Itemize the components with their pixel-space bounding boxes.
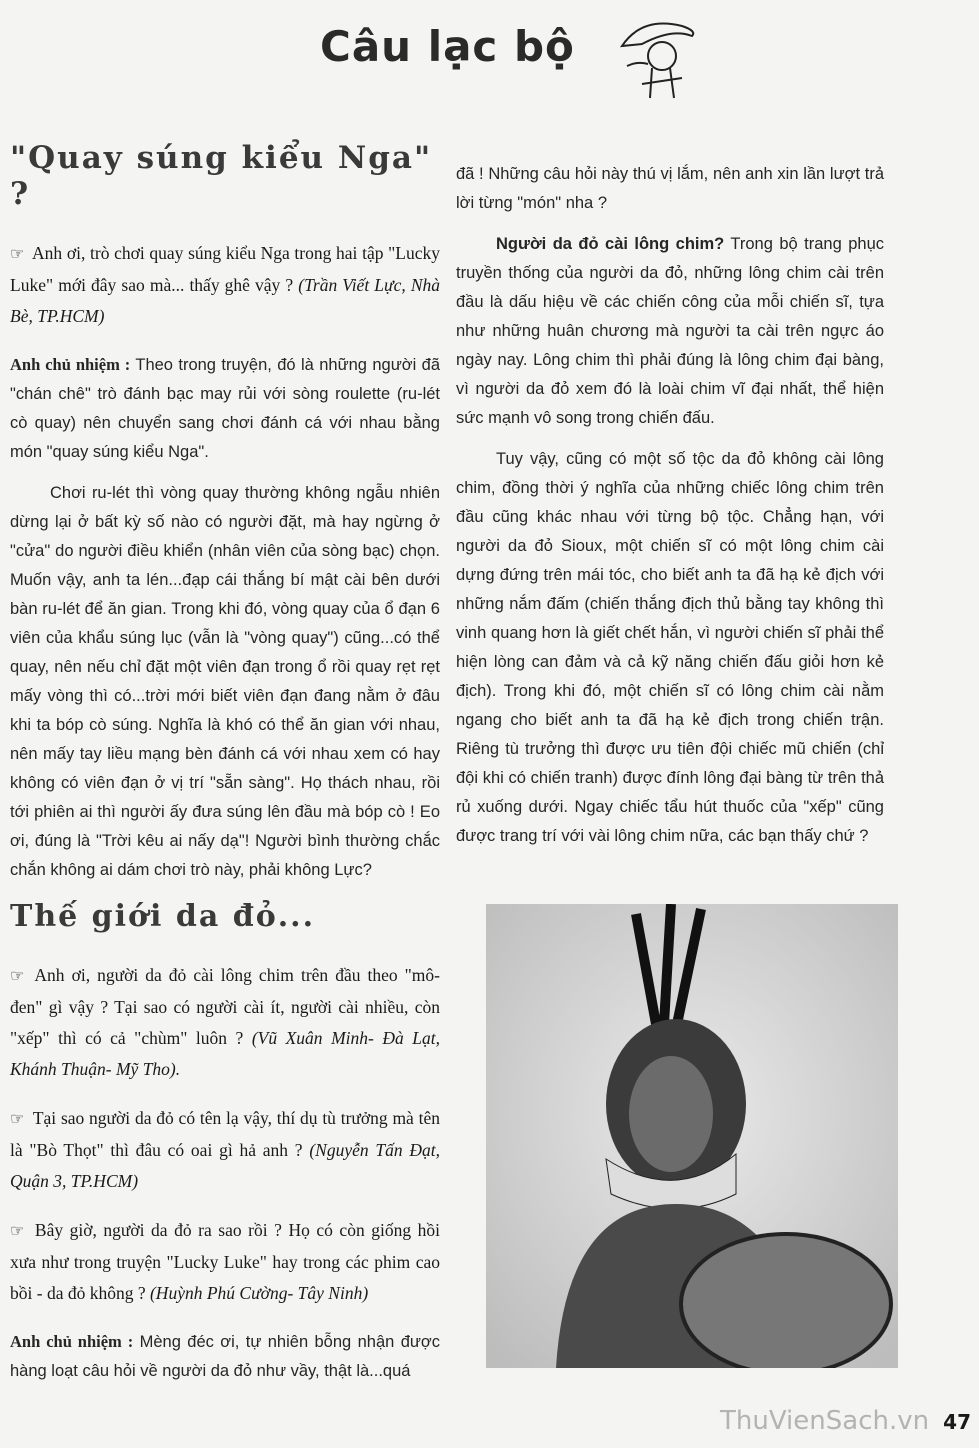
- native-chief-photo: [486, 904, 898, 1368]
- watermark: ThuVienSach.vn: [720, 1406, 930, 1436]
- reader-question-2: [10, 960, 440, 1085]
- pointing-hand-icon: ☞: [10, 246, 25, 263]
- question-text: Anh ơi, trò chơi quay súng kiểu Nga trong hai tập "Lucky Luke" mới đây sao mà... thấy ghê vậy ?: [10, 243, 440, 295]
- page-title: Câu lạc bộ: [320, 22, 575, 71]
- answer-label: Anh chủ nhiệm :: [10, 355, 131, 374]
- reader-question-4: [10, 1215, 440, 1309]
- subsection-label: Người da đỏ cài lông chim?: [496, 235, 725, 253]
- answer-text: Trong bộ trang phục truyền thống của người da đỏ, những lông chim cài trên đầu là dấu hiệu về các chiến công của mỗi chiến sĩ, tựa như những huân chương mà người ta cài trên ngực áo ngày nay. Lông chim thì phải đúng là lông chim đại bàng, vì người da đỏ xem đó là loài chim vĩ đại nhất, thể hiện sức mạnh vô song trong chiến đấu.: [456, 235, 884, 427]
- reader-question-3: [10, 1103, 440, 1197]
- pointing-hand-icon: ☞: [10, 1223, 25, 1240]
- question-author: (Trần Viết Lực, Nhà Bè, TP.HCM): [10, 275, 440, 326]
- answer-label: Anh chủ nhiệm :: [10, 1332, 134, 1351]
- answer-feathers: [456, 230, 884, 433]
- question-text: Tại sao người da đỏ có tên lạ vậy, thí dụ tù trưởng mà tên là "Bò Thọt" thì đâu có oai gì hả anh ?: [10, 1108, 440, 1160]
- question-text: Anh ơi, người da đỏ cài lông chim trên đầu theo "mô-đen" gì vậy ? Tại sao có người cài ít, người cài nhiều, còn "xếp" thì có cả "chùm" luôn ?: [10, 965, 440, 1048]
- reader-question-1: [10, 238, 440, 332]
- cowboy-mascot-icon: [612, 6, 702, 106]
- answer-text: Theo trong truyện, đó là những người đã "chán chê" trò đánh bạc may rủi với sòng roulette (ru-lét cò quay) nên chuyển sang chơi đánh cá với nhau bằng món "quay súng kiểu Nga".: [10, 356, 440, 461]
- section-heading-native-world: Thế giới da đỏ...: [10, 899, 316, 934]
- answer-text: Mèng đéc ơi, tự nhiên bỗng nhận được hàng loạt câu hỏi về người da đỏ như vầy, thật là...quá: [10, 1333, 440, 1380]
- question-author: (Nguyễn Tấn Đạt, Quận 3, TP.HCM): [10, 1140, 440, 1191]
- question-text: Bây giờ, người da đỏ ra sao rồi ? Họ có còn giống hồi xưa như trong truyện "Lucky Luke" hay trong các phim cao bồi - da đỏ không ?: [10, 1220, 441, 1303]
- answer-2: [10, 1327, 440, 1386]
- question-author: (Vũ Xuân Minh- Đà Lạt, Khánh Thuận- Mỹ Tho).: [10, 1028, 440, 1079]
- section-heading-russian-roulette: "Quay súng kiểu Nga" ?: [10, 140, 433, 212]
- question-author: (Huỳnh Phú Cường- Tây Ninh): [149, 1283, 369, 1303]
- answer-feathers-paragraph-2: Tuy vậy, cũng có một số tộc da đỏ không cài lông chim, đồng thời ý nghĩa của những chiếc lông chim trên đầu cũng khác nhau với từng bộ tộc. Chẳng hạn, với người da đỏ Sioux, một chiến sĩ có một lông chim cài dựng đứng trên mái tóc, cho biết anh ta đã hạ kẻ địch với những nắm đấm (chiến thắng địch thủ bằng tay không thì vinh quang hơn là giết chết hắn, vì người chiến sĩ phải thể hiện lòng can đảm và cả kỹ năng chiến đấu giỏi hơn kẻ địch). Trong khi đó, một chiến sĩ có lông chim cài nằm ngang cho biết anh ta đã hạ kẻ địch trong chiến trận. Riêng tù trưởng thì được ưu tiên đội chiếc mũ chiến (chỉ đội khi có chiến tranh) được đính lông đại bàng từ trên thả rủ xuống dưới. Ngay chiếc tẩu hút thuốc của "xếp" cũng được trang trí với vài lông chim nữa, các bạn thấy chứ ?: [456, 450, 884, 845]
- answer-1-paragraph-2: Chơi ru-lét thì vòng quay thường không ngẫu nhiên dừng lại ở bất kỳ số nào có người đặt, mà hay ngừng ở "cửa" do người điều khiển (nhân viên của sòng bạc) chọn. Muốn vậy, anh ta lén...đạp cái thắng bí mật cài bên dưới bàn ru-lét để ăn gian. Trong khi đó, vòng quay của ổ đạn 6 viên của khẩu súng lục (vẫn là "vòng quay") cũng...có thể quay, nên nếu chỉ đặt một viên đạn trong ổ rồi quay rẹt rẹt mấy vòng thì có...trời mới biết viên đạn đang nằm ở đâu khi ta bóp cò súng. Nghĩa là khó có thể ăn gian với nhau, nên mấy tay liều mạng bèn đánh cá với nhau xem có hay không có viên đạn ở vị trí "sẵn sàng". Họ thách nhau, rồi tới phiên ai thì người ấy đưa súng lên đầu mà bóp cò ! Eo ơi, đúng là "Trời kêu ai nấy dạ"! Người bình thường chắc chắn không ai dám chơi trò này, phải không Lực?: [10, 484, 440, 879]
- pointing-hand-icon: ☞: [10, 1111, 25, 1128]
- left-column: [10, 140, 440, 1398]
- page-number: 47: [943, 1410, 971, 1434]
- answer-2-continued: đã ! Những câu hỏi này thú vị lắm, nên anh xin lần lượt trả lời từng "món" nha ?: [456, 165, 884, 212]
- right-column: [456, 160, 884, 863]
- answer-1: [10, 350, 440, 467]
- pointing-hand-icon: ☞: [10, 968, 25, 985]
